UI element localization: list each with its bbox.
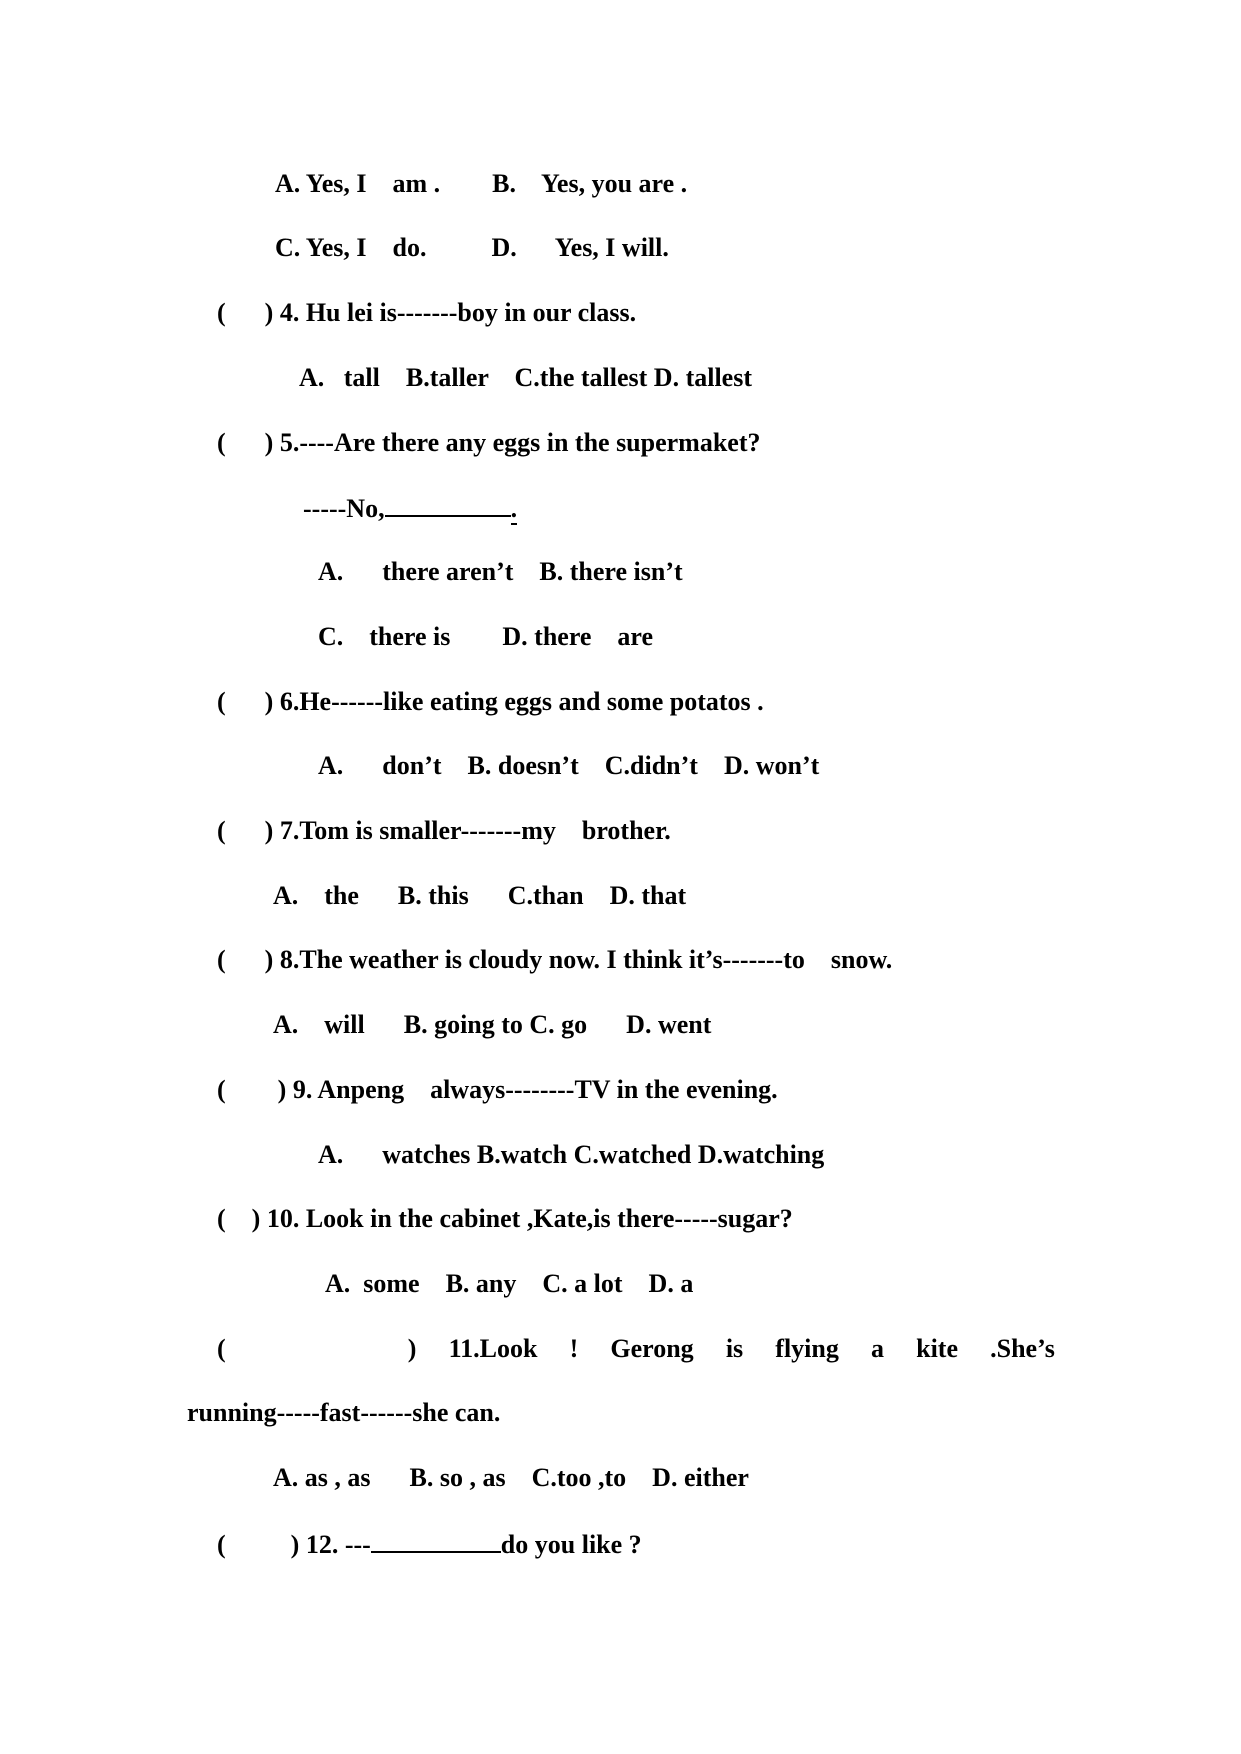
q6-options: A. don’t B. doesn’t C.didn’t D. won’t [318, 751, 820, 780]
q9-options: A. watches B.watch C.watched D.watching [318, 1140, 825, 1169]
q3-options-ab: A. Yes, I am . B. Yes, you are . [275, 169, 688, 198]
q7-options: A. the B. this C.than D. that [273, 881, 687, 910]
q11-word: Gerong [610, 1334, 694, 1363]
q11-word: ) [407, 1334, 417, 1363]
q11-word: flying [775, 1334, 839, 1363]
question-9: ( ) 9. Anpeng always--------TV in the evening. [217, 1075, 778, 1104]
q5-options-ab: A. there aren’t B. there isn’t [318, 557, 683, 586]
question-6: ( ) 6.He------like eating eggs and some potatos . [217, 687, 764, 716]
question-11-line2: running-----fast------she can. [187, 1398, 501, 1427]
q12-blank [371, 1527, 501, 1553]
q5-answer-period: . [510, 494, 518, 523]
q3-options-cd: C. Yes, I do. D. Yes, I will. [275, 233, 669, 262]
question-12 [217, 1527, 642, 1561]
question-4: ( ) 4. Hu lei is-------boy in our class. [217, 298, 637, 327]
q5-blank [385, 491, 511, 517]
question-11-line1 [217, 1333, 1055, 1365]
q5-answer-line [303, 491, 517, 525]
q5-answer-prefix: -----No, [303, 494, 385, 523]
q8-options: A. will B. going to C. go D. went [273, 1010, 712, 1039]
q11-word: ( [217, 1334, 226, 1363]
q11-word: 11.Look [448, 1334, 538, 1363]
q10-options: A. some B. any C. a lot D. a [325, 1269, 694, 1298]
question-5: ( ) 5.----Are there any eggs in the supermaket? [217, 428, 761, 457]
question-7: ( ) 7.Tom is smaller-------my brother. [217, 816, 671, 845]
q12-prefix: ( ) 12. --- [217, 1530, 371, 1559]
q11-word: .She’s [990, 1334, 1055, 1363]
q11-word: ! [569, 1334, 579, 1363]
q11-word: a [870, 1334, 884, 1363]
question-10: ( ) 10. Look in the cabinet ,Kate,is there-----sugar? [217, 1204, 793, 1233]
q11-options: A. as , as B. so , as C.too ,to D. either [273, 1463, 749, 1492]
q11-word: is [725, 1334, 744, 1363]
question-8: ( ) 8.The weather is cloudy now. I think it’s-------to snow. [217, 945, 893, 974]
q12-suffix: do you like ? [500, 1530, 642, 1559]
q4-options: A. tall B.taller C.the tallest D. tallest [299, 363, 752, 392]
q11-word: kite [916, 1334, 958, 1363]
q5-options-cd: C. there is D. there are [318, 622, 654, 651]
